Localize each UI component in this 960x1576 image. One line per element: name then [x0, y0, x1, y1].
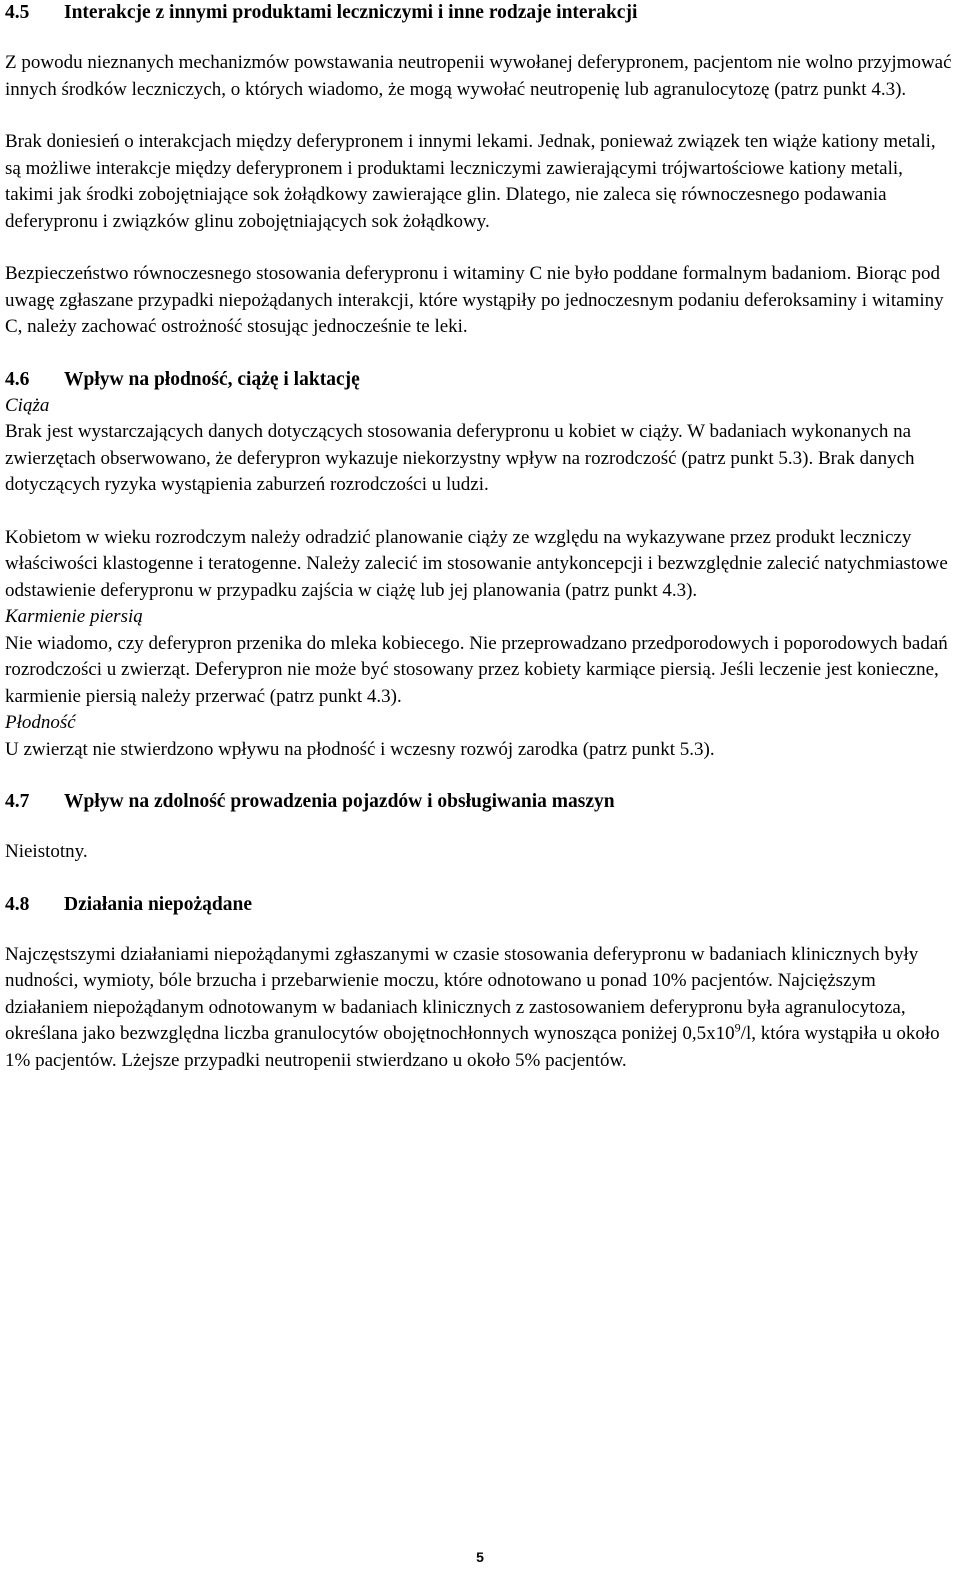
adverse-effects-text-start: Najczęstszymi działaniami niepożądanymi zgłaszanymi w czasie stosowania deferypronu w badaniach klinicznych były nudności, wymioty, bóle brzucha i przebarwienie moczu, które odnotowano u ponad 10% pacjentów. Najcięższym działaniem niepożądanym odnotowanym w badaniach klinicznych z zastosowaniem deferypronu była agranulocytoza, określana jako bezwzględna liczba granulocytów obojętnochłonnych wynosząca poniżej 0,5x10	[5, 943, 919, 1044]
section-title: Działania niepożądane	[64, 893, 252, 915]
section-title: Wpływ na zdolność prowadzenia pojazdów i obsługiwania maszyn	[64, 791, 615, 812]
document-page	[5, 0, 955, 1074]
paragraph-pregnancy-data: Brak jest wystarczających danych dotyczących stosowania deferypronu u kobiet w ciąży. W badaniach wykonanych na zwierzętach obserwowano, że deferypron wykazuje niekorzystny wpływ na rozrodczość (patrz punkt 5.3). Brak danych dotyczących ryzyka wystąpienia zaburzeń rozrodczości u ludzi.	[5, 421, 915, 495]
section-title: Wpływ na płodność, ciążę i laktację	[64, 368, 360, 390]
paragraph-metal-cations: Brak doniesień o interakcjach między deferypronem i innymi lekami. Jednak, ponieważ związek ten wiąże kationy metali, są możliwe interakcje między deferypronem i produktami leczniczymi zawierającymi trójwartościowe kationy metali, takimi jak środki zobojętniające sok żołądkowy zawierające glin. Dlatego, nie zaleca się równoczesnego podawania deferypronu i związków glinu zobojętniających sok żołądkowy.	[5, 131, 936, 232]
paragraph-breastfeeding: Nie wiadomo, czy deferypron przenika do mleka kobiecego. Nie przeprowadzano przedporodowych i poporodowych badań rozrodczości u zwierząt. Deferypron nie może być stosowany przez kobiety karmiące piersią. Jeśli leczenie jest konieczne, karmienie piersią należy przerwać (patrz punkt 4.3).	[5, 632, 948, 707]
paragraph-fertility: U zwierząt nie stwierdzono wpływu na płodność i wczesny rozwój zarodka (patrz punkt 5.3).	[5, 738, 715, 760]
paragraph-adverse-effects	[5, 942, 955, 1075]
section-heading-4-5	[5, 0, 955, 26]
section-number: 4.8	[5, 893, 30, 915]
section-heading-4-8	[5, 892, 955, 918]
section-number: 4.6	[5, 368, 30, 390]
section-heading-4-7	[5, 789, 955, 815]
exponent: 9	[734, 1020, 741, 1035]
paragraph-neutropenia-warning: Z powodu nieznanych mechanizmów powstawania neutropenii wywołanej deferypronem, pacjentom nie wolno przyjmować innych środków leczniczych, o których wiadomo, że mogą wywołać neutropenię lub agranulocytozę (patrz punkt 4.3).	[5, 52, 952, 100]
paragraph-vitamin-c: Bezpieczeństwo równoczesnego stosowania deferypronu i witaminy C nie było poddane formalnym badaniom. Biorąc pod uwagę zgłaszane przypadki niepożądanych interakcji, które wystąpiły po jednoczesnym podaniu deferoksaminy i witaminy C, należy zachować ostrożność stosując jednocześnie te leki.	[5, 263, 944, 337]
section-number: 4.7	[5, 791, 30, 812]
paragraph-driving: Nieistotny.	[5, 841, 88, 862]
section-number: 4.5	[5, 2, 30, 23]
subheading-fertility: Płodność	[5, 712, 76, 733]
page-number: 5	[476, 1549, 484, 1565]
subheading-breastfeeding: Karmienie piersią	[5, 606, 143, 627]
subheading-pregnancy: Ciąża	[5, 394, 50, 416]
paragraph-pregnancy-advice: Kobietom w wieku rozrodczym należy odradzić planowanie ciąży ze względu na wykazywane przez produkt leczniczy właściwości klastogenne i teratogenne. Należy zalecić im stosowanie antykoncepcji i bezwzględnie zalecić natychmiastowe odstawienie deferypronu w przypadku zajścia w ciążę lub jej planowania (patrz punkt 4.3).	[5, 526, 948, 601]
section-heading-4-6	[5, 367, 955, 393]
section-title: Interakcje z innymi produktami leczniczymi i inne rodzaje interakcji	[64, 2, 638, 23]
adverse-effects-text-end: /l, która wystąpiła u około 1% pacjentów. Lżejsze przypadki neutropenii stwierdzano u około 5% pacjentów.	[5, 1023, 940, 1071]
